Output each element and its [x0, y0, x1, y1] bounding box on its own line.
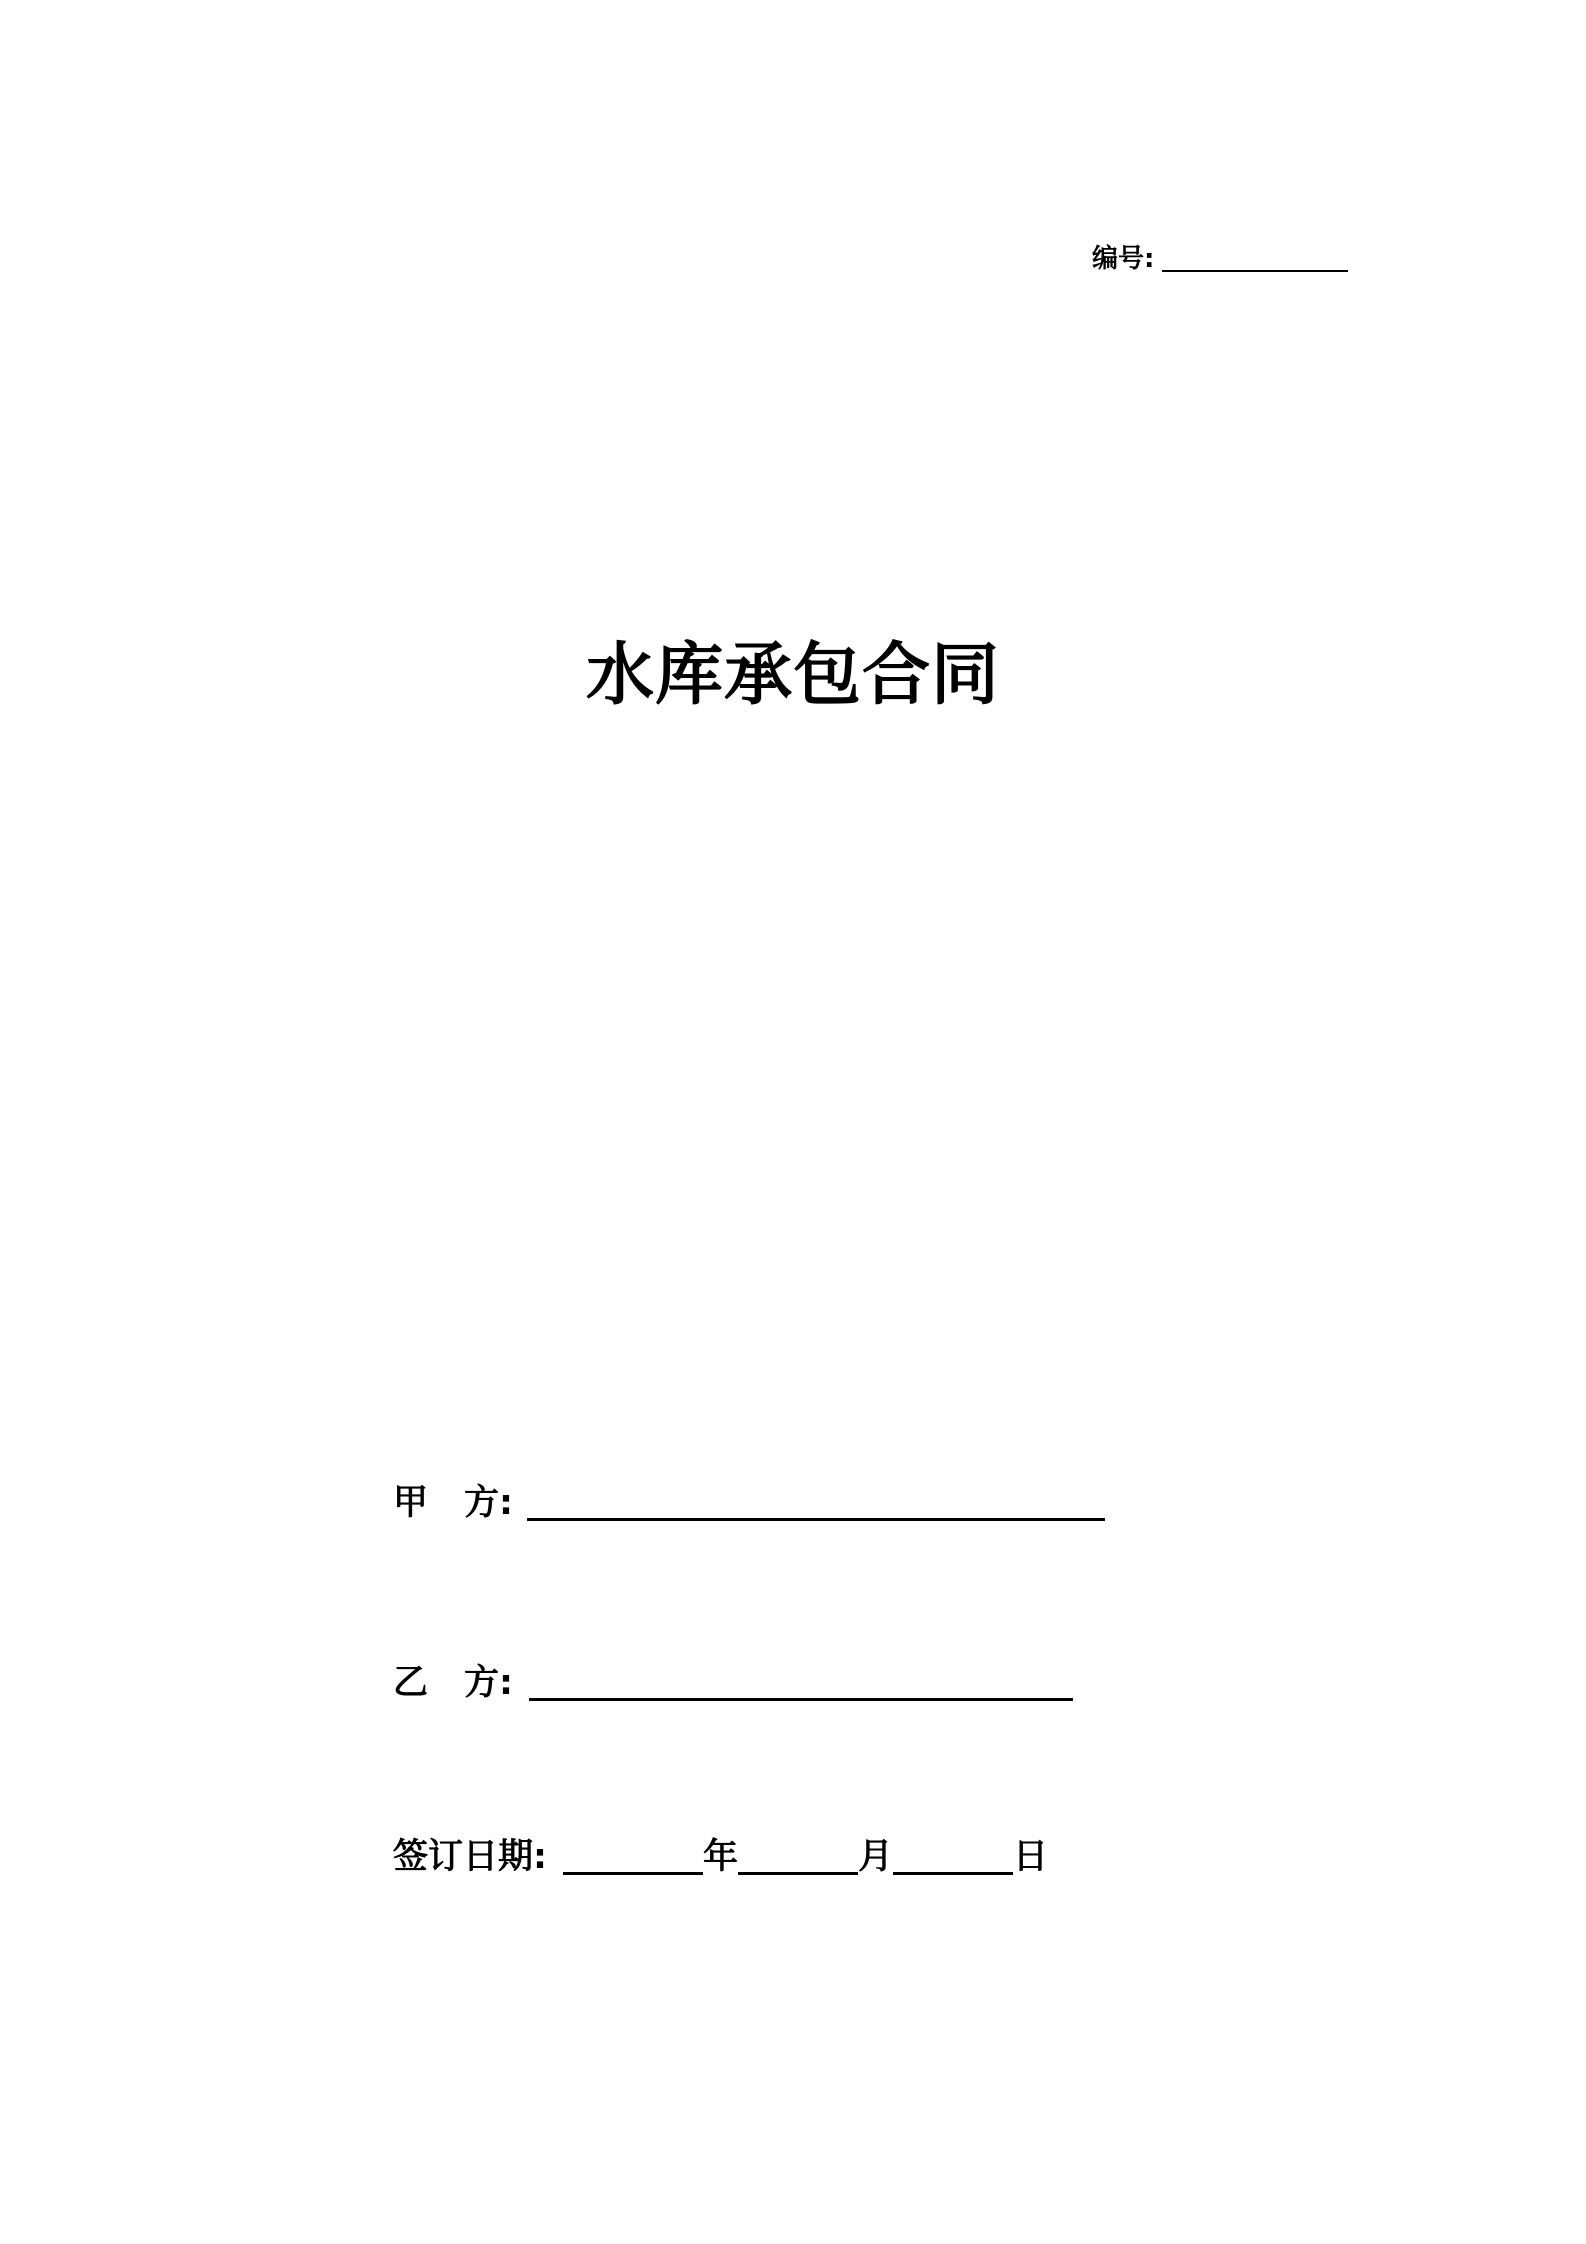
sign-date-month-label: 月 — [858, 1837, 894, 1877]
party-b-label-first: 乙 — [393, 1663, 429, 1703]
page-title: 水库承包合同 — [585, 636, 1000, 715]
sign-date-day-blank — [893, 1842, 1013, 1875]
document-number-blank — [1162, 248, 1348, 272]
party-b-blank — [529, 1668, 1073, 1701]
party-b-field — [393, 1663, 1073, 1703]
party-a-label-second: 方: — [464, 1483, 514, 1523]
party-a-blank — [527, 1488, 1105, 1521]
sign-date-month-blank — [738, 1842, 858, 1875]
document-number — [1092, 246, 1348, 272]
sign-date-year-label: 年 — [703, 1837, 739, 1877]
party-b-label-second: 方: — [464, 1663, 514, 1703]
sign-date-year-blank — [563, 1842, 703, 1875]
party-a-label-first: 甲 — [393, 1483, 429, 1523]
sign-date-field — [393, 1837, 1049, 1877]
document-number-label: 编号: — [1092, 244, 1155, 274]
sign-date-day-label: 日 — [1013, 1837, 1049, 1877]
party-a-field — [393, 1483, 1105, 1523]
sign-date-label: 签订日期: — [393, 1837, 547, 1877]
